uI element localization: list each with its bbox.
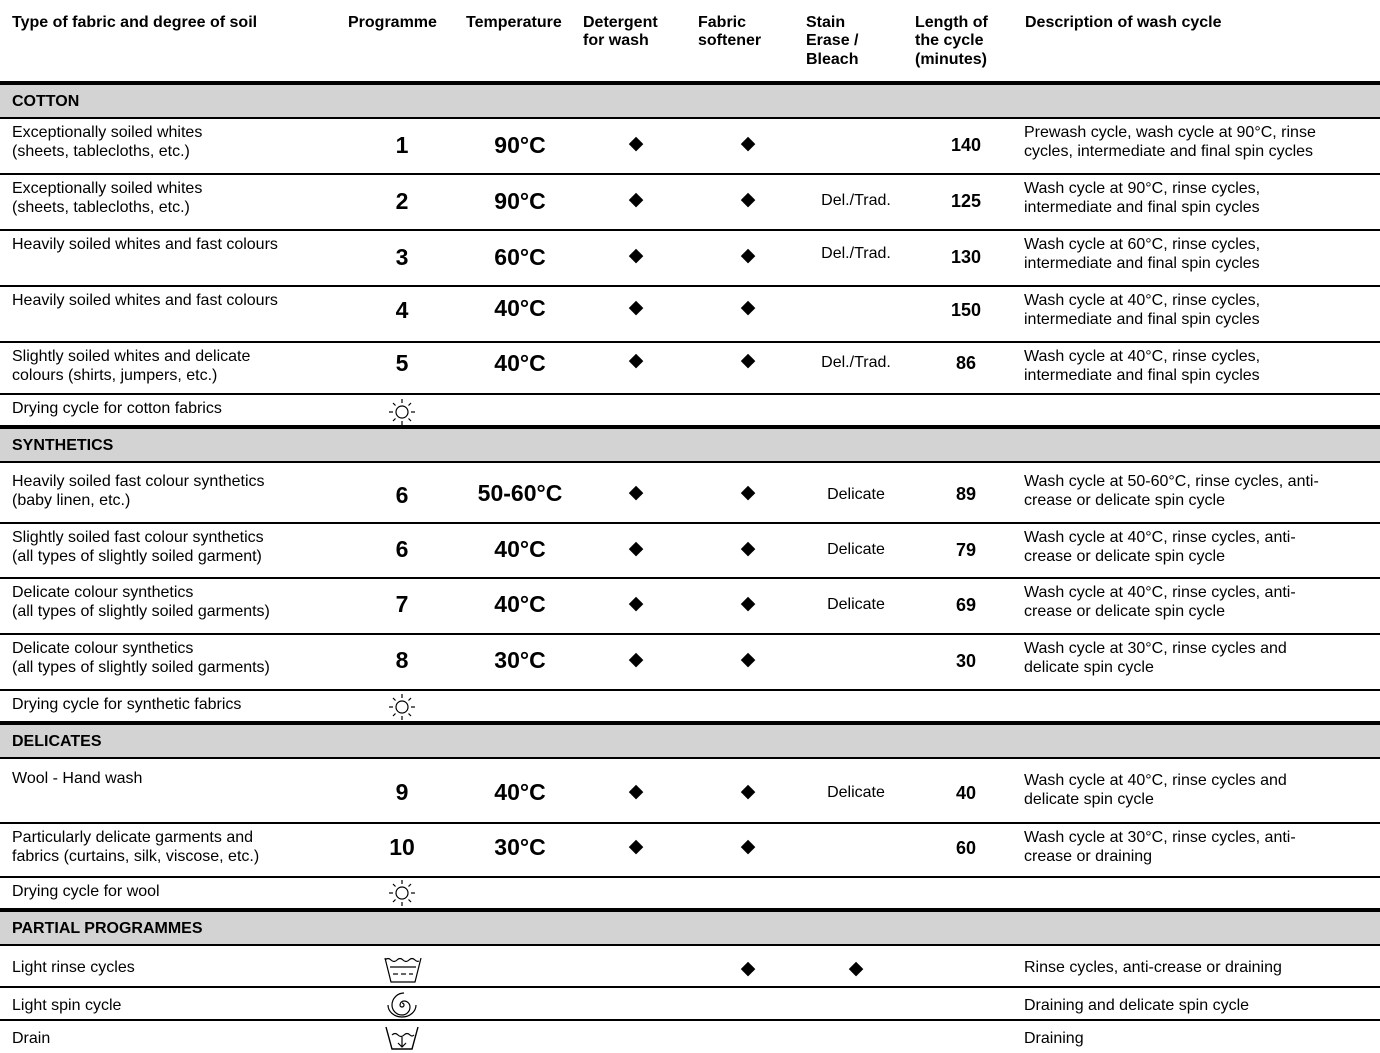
table-row: [0, 470, 1380, 520]
fabric-type: Wool - Hand wash: [12, 770, 143, 787]
drying-sun-icon: [382, 878, 422, 908]
detergent-diamond: ◆: [628, 538, 644, 559]
header-description: Description of wash cycle: [1025, 14, 1222, 31]
temperature: 40°C: [494, 779, 546, 805]
fabric-type: Heavily soiled whites and fast colours: [12, 292, 278, 309]
table-row: [0, 988, 1380, 1018]
fabric-type: Delicate colour synthetics (all types of slightly soiled garments): [12, 640, 270, 677]
softener-diamond: ◆: [740, 245, 756, 266]
table-row: [0, 635, 1380, 689]
temperature: 60°C: [494, 244, 546, 270]
cycle-description: Wash cycle at 60°C, rinse cycles, intermediate and final spin cycles: [1024, 236, 1261, 273]
detergent-diamond: ◆: [628, 189, 644, 210]
fabric-type: Particularly delicate garments and fabrics (curtains, silk, viscose, etc.): [12, 829, 260, 866]
header-detergent: Detergent for wash: [583, 14, 658, 50]
divider: [0, 757, 1380, 759]
fabric-type: Light spin cycle: [12, 997, 122, 1014]
cycle-description: Wash cycle at 30°C, rinse cycles, anti- crease or draining: [1024, 829, 1296, 866]
softener-diamond: ◆: [740, 538, 756, 559]
cycle-length: 30: [955, 651, 977, 671]
cycle-length: 89: [955, 484, 977, 504]
table-row: [0, 287, 1380, 341]
table-row: [0, 175, 1380, 229]
softener-diamond: ◆: [740, 958, 756, 979]
softener-diamond: ◆: [740, 189, 756, 210]
softener-diamond: ◆: [740, 649, 756, 670]
drying-sun-icon: [382, 397, 422, 427]
temperature: 90°C: [494, 188, 546, 214]
detergent-diamond: ◆: [628, 245, 644, 266]
programme-number: 2: [395, 188, 409, 214]
softener-diamond: ◆: [740, 593, 756, 614]
table-row: [0, 343, 1380, 395]
cycle-description: Draining and delicate spin cycle: [1024, 997, 1250, 1014]
fabric-type: Heavily soiled fast colour synthetics (baby linen, etc.): [12, 473, 265, 510]
fabric-type: Slightly soiled fast colour synthetics (all types of slightly soiled garment): [12, 529, 264, 566]
cycle-length: 86: [955, 353, 977, 373]
header-stain: Stain Erase / Bleach: [806, 14, 859, 68]
cycle-description: Wash cycle at 30°C, rinse cycles and delicate spin cycle: [1024, 640, 1287, 677]
cycle-length: 60: [955, 838, 977, 858]
table-row: [0, 231, 1380, 285]
rinse-tub-icon: [382, 954, 422, 984]
fabric-type: Drying cycle for synthetic fabrics: [12, 696, 242, 713]
detergent-diamond: ◆: [628, 350, 644, 371]
detergent-diamond: ◆: [628, 593, 644, 614]
fabric-type: Exceptionally soiled whites (sheets, tablecloths, etc.): [12, 124, 203, 161]
detergent-diamond: ◆: [628, 133, 644, 154]
stain-erase-setting: Del./Trad.: [821, 192, 891, 209]
header-softener: Fabric softener: [698, 14, 762, 50]
drain-icon: [382, 1023, 422, 1053]
stain-erase-setting: Del./Trad.: [821, 245, 891, 262]
programme-number: 9: [395, 779, 409, 805]
cycle-description: Wash cycle at 40°C, rinse cycles, anti- crease or delicate spin cycle: [1024, 584, 1296, 621]
cycle-description: Wash cycle at 40°C, rinse cycles, intermediate and final spin cycles: [1024, 348, 1261, 385]
table-row: [0, 524, 1380, 577]
cycle-length: 140: [950, 135, 982, 155]
temperature: 40°C: [494, 536, 546, 562]
detergent-diamond: ◆: [628, 297, 644, 318]
section-cotton: [0, 85, 1380, 117]
fabric-type: Slightly soiled whites and delicate colours (shirts, jumpers, etc.): [12, 348, 251, 385]
section-title: COTTON: [12, 93, 80, 110]
fabric-type: Drain: [12, 1030, 51, 1047]
fabric-type: Delicate colour synthetics (all types of slightly soiled garments): [12, 584, 270, 621]
softener-diamond: ◆: [740, 482, 756, 503]
table-row: [0, 767, 1380, 821]
stain-erase-setting: Delicate: [827, 486, 885, 503]
header-length: Length of the cycle (minutes): [915, 14, 988, 68]
temperature: 40°C: [494, 295, 546, 321]
cycle-description: Wash cycle at 90°C, rinse cycles, intermediate and final spin cycles: [1024, 180, 1261, 217]
fabric-type: Exceptionally soiled whites (sheets, tablecloths, etc.): [12, 180, 203, 217]
cycle-description: Prewash cycle, wash cycle at 90°C, rinse cycles, intermediate and final spin cycles: [1024, 124, 1316, 161]
header-programme: Programme: [348, 14, 437, 31]
table-row: [0, 395, 1380, 425]
programme-number: 6: [395, 536, 409, 562]
cycle-length: 125: [950, 191, 982, 211]
cycle-length: 79: [955, 540, 977, 560]
cycle-description: Wash cycle at 40°C, rinse cycles, intermediate and final spin cycles: [1024, 292, 1261, 329]
detergent-diamond: ◆: [628, 836, 644, 857]
section-partial-programmes: [0, 912, 1380, 944]
header-type: Type of fabric and degree of soil: [12, 14, 258, 31]
softener-diamond: ◆: [740, 836, 756, 857]
temperature: 30°C: [494, 834, 546, 860]
stain-erase-setting: Delicate: [827, 541, 885, 558]
detergent-diamond: ◆: [628, 649, 644, 670]
temperature: 30°C: [494, 647, 546, 673]
cycle-description: Wash cycle at 40°C, rinse cycles, anti- crease or delicate spin cycle: [1024, 529, 1296, 566]
programme-number: 4: [395, 297, 409, 323]
programme-number: 7: [395, 591, 409, 617]
softener-diamond: ◆: [740, 781, 756, 802]
table-row: [0, 579, 1380, 633]
softener-diamond: ◆: [740, 297, 756, 318]
stain-erase-setting: Delicate: [827, 784, 885, 801]
temperature: 40°C: [494, 350, 546, 376]
table-row: [0, 119, 1380, 173]
cycle-description: Wash cycle at 40°C, rinse cycles and delicate spin cycle: [1024, 772, 1287, 809]
cycle-length: 130: [950, 247, 982, 267]
cycle-length: 40: [955, 783, 977, 803]
fabric-type: Drying cycle for cotton fabrics: [12, 400, 222, 417]
cycle-length: 150: [950, 300, 982, 320]
fabric-type: Heavily soiled whites and fast colours: [12, 236, 278, 253]
divider: [0, 461, 1380, 463]
stain-erase-setting: Del./Trad.: [821, 354, 891, 371]
stain-erase-diamond: ◆: [848, 958, 864, 979]
section-title: SYNTHETICS: [12, 437, 114, 454]
softener-diamond: ◆: [740, 133, 756, 154]
programme-number: 10: [389, 834, 415, 860]
detergent-diamond: ◆: [628, 781, 644, 802]
cycle-description: Rinse cycles, anti-crease or draining: [1024, 959, 1282, 976]
programme-number: 6: [395, 482, 409, 508]
section-title: PARTIAL PROGRAMMES: [12, 920, 203, 937]
fabric-type: Drying cycle for wool: [12, 883, 160, 900]
drying-sun-icon: [382, 692, 422, 722]
section-title: DELICATES: [12, 733, 102, 750]
cycle-length: 69: [955, 595, 977, 615]
table-row: [0, 878, 1380, 908]
cycle-description: Draining: [1024, 1030, 1084, 1047]
spin-spiral-icon: [382, 990, 422, 1020]
cycle-description: Wash cycle at 50-60°C, rinse cycles, anti- crease or delicate spin cycle: [1024, 473, 1319, 510]
header-temperature: Temperature: [466, 14, 562, 31]
programme-number: 8: [395, 647, 409, 673]
table-row: [0, 691, 1380, 721]
table-row: [0, 1021, 1380, 1051]
fabric-type: Light rinse cycles: [12, 959, 135, 976]
programme-number: 3: [395, 244, 409, 270]
stain-erase-setting: Delicate: [827, 596, 885, 613]
softener-diamond: ◆: [740, 350, 756, 371]
temperature: 40°C: [494, 591, 546, 617]
programme-number: 5: [395, 350, 409, 376]
temperature: 50-60°C: [477, 480, 563, 506]
section-synthetics: [0, 429, 1380, 461]
section-delicates: [0, 725, 1380, 757]
programme-number: 1: [395, 132, 409, 158]
detergent-diamond: ◆: [628, 482, 644, 503]
table-row: [0, 946, 1380, 986]
table-row: [0, 824, 1380, 876]
temperature: 90°C: [494, 132, 546, 158]
